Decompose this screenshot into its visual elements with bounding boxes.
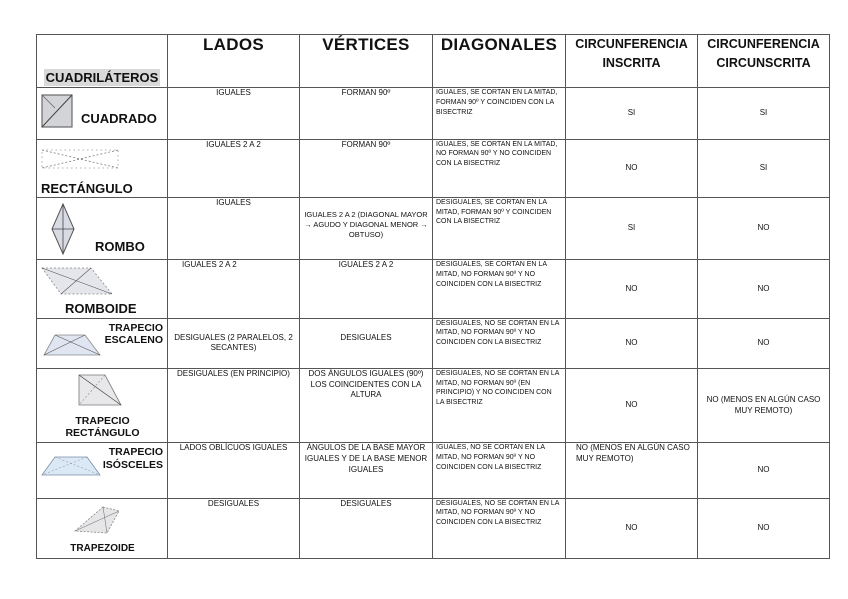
shape-name-trapezoide: TRAPEZOIDE xyxy=(70,542,135,554)
table-row-rombo xyxy=(37,197,830,259)
rectangle-shape-icon xyxy=(41,148,119,170)
shape-cell-trapecio-isosceles xyxy=(37,443,168,498)
circunscrita-trapecio-rectangulo: NO (MENOS EN ALGÚN CASO MUY REMOTO) xyxy=(698,368,830,442)
shape-name-rectangulo: RECTÁNGULO xyxy=(41,180,133,196)
circunscrita-cuadrado: SI xyxy=(698,88,830,139)
header-row xyxy=(37,35,830,88)
shape-name-trapecio-escaleno: TRAPECIO ESCALENO xyxy=(104,321,163,347)
shape-name-cuadrado: CUADRADO xyxy=(81,111,157,127)
circunscrita-trapezoide: NO xyxy=(698,498,830,558)
diagonales-trapezoide: DESIGUALES, NO SE CORTAN EN LA MITAD, NO FORMAN 90º Y NO COINCIDEN CON LA BISECTRIZ xyxy=(433,498,566,558)
lados-trapezoide: DESIGUALES xyxy=(168,498,300,558)
trapezoid-irregular-shape-icon xyxy=(73,505,121,535)
table-row-trapezoide xyxy=(37,498,830,558)
square-shape-icon xyxy=(41,94,73,128)
header-diagonales: DIAGONALES xyxy=(433,35,566,88)
shape-name-trapecio-isosceles: TRAPECIO ISÓSCELES xyxy=(102,446,163,471)
shape-cell-trapecio-rectangulo xyxy=(37,368,168,442)
inscrita-cuadrado: SI xyxy=(566,88,698,139)
inscrita-rombo: SI xyxy=(566,197,698,259)
inscrita-trapecio-rectangulo: NO xyxy=(566,368,698,442)
table-row-cuadrado xyxy=(37,88,830,139)
inscrita-trapecio-escaleno: NO xyxy=(566,318,698,368)
rhombus-shape-icon xyxy=(51,203,75,255)
lados-cuadrado: IGUALES xyxy=(168,88,300,139)
vertices-cuadrado: FORMAN 90º xyxy=(300,88,433,139)
diagonales-cuadrado: IGUALES, SE CORTAN EN LA MITAD, FORMAN 90º Y COINCIDEN CON LA BISECTRIZ xyxy=(433,88,566,139)
header-lados: LADOS xyxy=(168,35,300,88)
table-row-trapecio-escaleno xyxy=(37,318,830,368)
lados-trapecio-rectangulo: DESIGUALES (EN PRINCIPIO) xyxy=(168,368,300,442)
header-circunferencia-circunscrita: CIRCUNFERENCIA CIRCUNSCRITA xyxy=(698,35,830,88)
table-row-trapecio-isosceles xyxy=(37,443,830,498)
vertices-trapezoide: DESIGUALES xyxy=(300,498,433,558)
diagonales-rombo: DESIGUALES, SE CORTAN EN LA MITAD, FORMAN 90º Y COINCIDEN CON LA BISECTRIZ xyxy=(433,197,566,259)
header-cuadrilateros xyxy=(37,35,168,88)
diagonales-rectangulo: IGUALES, SE CORTAN EN LA MITAD, NO FORMAN 90º Y NO COINCIDEN CON LA BISECTRIZ xyxy=(433,139,566,197)
table-row-trapecio-rectangulo xyxy=(37,368,830,442)
circunscrita-rombo: NO xyxy=(698,197,830,259)
right-trapezoid-shape-icon xyxy=(77,373,123,407)
circunscrita-rectangulo: SI xyxy=(698,139,830,197)
isosceles-trapezoid-shape-icon xyxy=(41,455,101,477)
shape-cell-rombo xyxy=(37,197,168,259)
inscrita-trapezoide: NO xyxy=(566,498,698,558)
shape-cell-trapecio-escaleno xyxy=(37,318,168,368)
header-circunferencia-inscrita: CIRCUNFERENCIA INSCRITA xyxy=(566,35,698,88)
shape-name-trapecio-rectangulo: TRAPECIO RECTÁNGULO xyxy=(65,414,140,440)
inscrita-trapecio-isosceles: NO (MENOS EN ALGÚN CASO MUY REMOTO) xyxy=(566,443,698,498)
rhomboid-shape-icon xyxy=(41,266,113,296)
vertices-rombo: IGUALES 2 A 2 (DIAGONAL MAYOR → AGUDO Y DIAGONAL MENOR → OBTUSO) xyxy=(300,197,433,259)
vertices-trapecio-escaleno: DESIGUALES xyxy=(300,318,433,368)
table-row-romboide xyxy=(37,260,830,318)
lados-romboide: IGUALES 2 A 2 xyxy=(168,260,300,318)
vertices-trapecio-rectangulo: DOS ÁNGULOS IGUALES (90º) LOS COINCIDENTES CON LA ALTURA xyxy=(300,368,433,442)
circunscrita-trapecio-isosceles: NO xyxy=(698,443,830,498)
circunscrita-trapecio-escaleno: NO xyxy=(698,318,830,368)
shape-cell-cuadrado xyxy=(37,88,168,139)
diagonales-trapecio-rectangulo: DESIGUALES, NO SE CORTAN EN LA MITAD, NO FORMAN 90º (EN PRINCIPIO) Y NO COINCIDEN CON LA BISECTRIZ xyxy=(433,368,566,442)
diagonales-trapecio-isosceles: IGUALES, NO SE CORTAN EN LA MITAD, NO FORMAN 90º Y NO COINCIDEN CON LA BISECTRIZ xyxy=(433,443,566,498)
shape-name-rombo: ROMBO xyxy=(95,238,145,254)
lados-trapecio-escaleno: DESIGUALES (2 PARALELOS, 2 SECANTES) xyxy=(168,318,300,368)
circunscrita-romboide: NO xyxy=(698,260,830,318)
quadrilaterals-table xyxy=(36,34,830,559)
lados-rombo: IGUALES xyxy=(168,197,300,259)
shape-cell-rectangulo xyxy=(37,139,168,197)
header-vertices: VÉRTICES xyxy=(300,35,433,88)
lados-rectangulo: IGUALES 2 A 2 xyxy=(168,139,300,197)
vertices-trapecio-isosceles: ÁNGULOS DE LA BASE MAYOR IGUALES Y DE LA BASE MENOR IGUALES xyxy=(300,443,433,498)
inscrita-romboide: NO xyxy=(566,260,698,318)
vertices-romboide: IGUALES 2 A 2 xyxy=(300,260,433,318)
table-row-rectangulo xyxy=(37,139,830,197)
header-cuadrilateros-label: CUADRILÁTEROS xyxy=(45,70,159,86)
diagonales-trapecio-escaleno: DESIGUALES, NO SE CORTAN EN LA MITAD, NO FORMAN 90º Y NO COINCIDEN CON LA BISECTRIZ xyxy=(433,318,566,368)
diagonales-romboide: DESIGUALES, SE CORTAN EN LA MITAD, NO FORMAN 90º Y NO COINCIDEN CON LA BISECTRIZ xyxy=(433,260,566,318)
vertices-rectangulo: FORMAN 90º xyxy=(300,139,433,197)
shape-cell-trapezoide xyxy=(37,498,168,558)
shape-name-romboide: ROMBOIDE xyxy=(65,301,137,317)
lados-trapecio-isosceles: LADOS OBLÍCUOS IGUALES xyxy=(168,443,300,498)
inscrita-rectangulo: NO xyxy=(566,139,698,197)
shape-cell-romboide xyxy=(37,260,168,318)
